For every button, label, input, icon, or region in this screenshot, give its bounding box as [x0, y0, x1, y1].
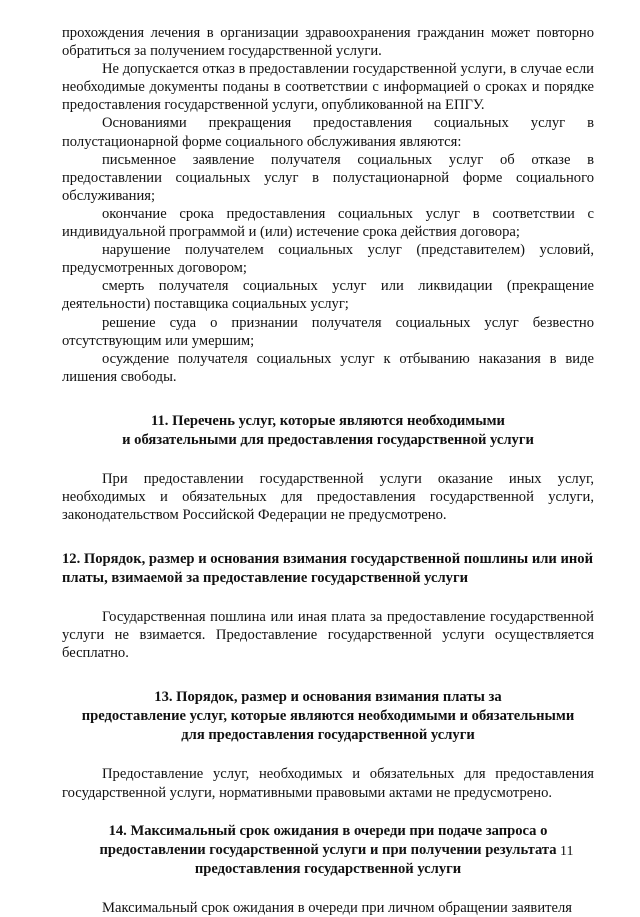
intro-paragraph-3: Основаниями прекращения предоставления социальных услуг в полустационарной форме социального обслуживания являются: — [62, 115, 594, 150]
section-14-text: Максимальный срок ожидания в очереди при личном обращении заявителя — [102, 899, 572, 916]
termination-ground-6: осуждение получателя социальных услуг к отбыванию наказания в виде лишения свободы. — [62, 350, 594, 385]
section-13-heading-line-2: предоставление услуг, которые являются необходимыми и обязательными — [81, 708, 575, 725]
section-11-heading — [62, 412, 594, 450]
termination-ground-1: письменное заявление получателя социальных услуг об отказе в предоставлении социальных услуг в полустационарной форме социального обслуживания; — [62, 151, 594, 204]
section-11-heading-line-2: и обязательными для предоставления государственной услуги — [122, 431, 534, 448]
section-14-heading-line-3: предоставления государственной услуги — [194, 860, 462, 877]
section-13-heading-line-3: для предоставления государственной услуги — [181, 727, 475, 744]
section-13-heading-line-1: 13. Порядок, размер и основания взимания платы за — [154, 689, 502, 706]
termination-ground-5: решение суда о признании получателя социальных услуг безвестно отсутствующим или умершим; — [62, 314, 594, 349]
section-13-text: Предоставление услуг, необходимых и обязательных для предоставления государственной услуги, нормативными правовыми актами не предусмотрено. — [62, 766, 594, 801]
termination-ground-3: нарушение получателем социальных услуг (представителем) условий, предусмотренных договором; — [62, 242, 594, 277]
intro-paragraph-2: Не допускается отказ в предоставлении государственной услуги, в случае если необходимые документы поданы в соответствии с информацией о сроках и порядке предоставления государственной услуги, опубликованной на ЕПГУ. — [62, 61, 594, 114]
section-14-heading — [62, 822, 594, 879]
section-14-heading-line-1: 14. Максимальный срок ожидания в очереди при подаче запроса о — [108, 822, 548, 839]
section-11-heading-line-1: 11. Перечень услуг, которые являются необходимыми — [151, 412, 505, 429]
section-12-text: Государственная пошлина или иная плата за предоставление государственной услуги не взимается. Предоставление государственной услуги осуществляется бесплатно. — [62, 609, 594, 662]
section-14-heading-line-2: предоставлении государственной услуги и при получении результата — [99, 841, 557, 858]
page-number: 11 — [560, 844, 574, 859]
section-12-heading: 12. Порядок, размер и основания взимания государственной пошлины или иной платы, взимаемой за предоставление государственной услуги — [62, 551, 593, 587]
section-11-text: При предоставлении государственной услуги оказание иных услуг, необходимых и обязательных для предоставления государственной услуги, законодательством Российской Федерации не предусмотрено. — [62, 470, 594, 524]
section-13-heading — [62, 688, 594, 745]
termination-ground-4: смерть получателя социальных услуг или ликвидации (прекращение деятельности) поставщика социальных услуг; — [62, 278, 594, 313]
termination-ground-2: окончание срока предоставления социальных услуг в соответствии с индивидуальной программой и (или) истечение срока действия договора; — [62, 205, 594, 241]
intro-paragraph-1: прохождения лечения в организации здравоохранения гражданин может повторно обратиться за получением государственной услуги. — [62, 25, 594, 60]
document-page — [62, 24, 594, 917]
